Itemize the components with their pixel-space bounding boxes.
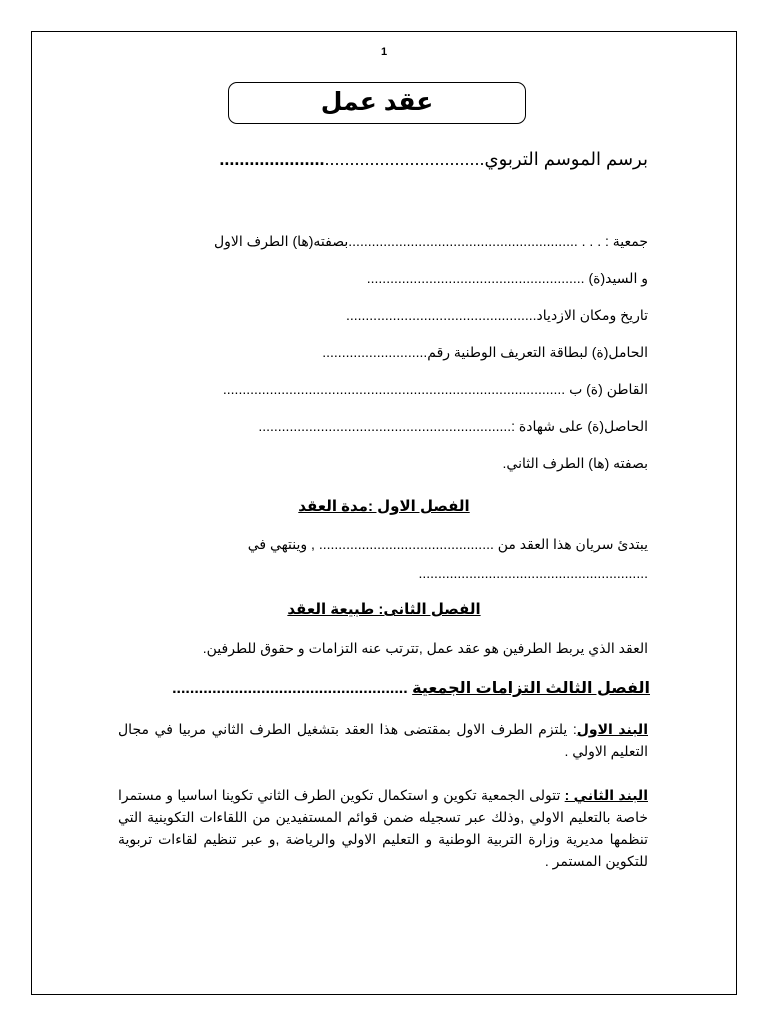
clause2-paragraph (118, 784, 648, 872)
chapter1-heading: الفصل الاول :مدة العقد (298, 498, 470, 515)
field-id-card: الحامل(ة) لبطاقة التعريف الوطنية رقم........................... (322, 344, 648, 360)
clause2-term: البند الثاني : (564, 787, 648, 803)
chapter2-heading: الفصل الثانى: طبيعة العقد (287, 601, 481, 618)
season-line (219, 149, 648, 170)
chapter2-text: العقد الذي يربط الطرفين هو عقد عمل ,تترتب عنه التزامات و حقوق للطرفين. (202, 640, 648, 656)
page-number: 1 (380, 46, 388, 58)
clause1-term: البند الاول (576, 721, 648, 737)
season-dots-bold: ..................... (219, 149, 325, 169)
clause1-paragraph (118, 718, 648, 762)
season-dots: ................................ (324, 149, 485, 169)
season-label: برسم الموسم التربوي (484, 149, 648, 169)
field-association: جمعية : . . . ...........................................................بصفته(ها) الطرف الاول (213, 233, 648, 249)
chapter1-line1: يبتدئ سريان هذا العقد من ............................................. , وينتهي في (247, 536, 648, 552)
chapter1-line2: ........................................................... (418, 565, 648, 581)
document-title: عقد عمل (228, 82, 526, 124)
field-certificate: الحاصل(ة) على شهادة :................................................................. (258, 418, 648, 434)
field-birth: تاريخ ومكان الازدياد................................................. (345, 307, 648, 323)
clause1-text: : يلتزم الطرف الاول بمقتضى هذا العقد بتشغيل الطرف الثاني مربيا في مجال التعليم الاولي . (118, 721, 648, 759)
field-second-party: بصفته (ها) الطرف الثاني. (502, 455, 648, 471)
clause2-text: تتولى الجمعية تكوين و استكمال تكوين الطرف الثاني تكوينا اساسيا و مستمرا خاصة بالتعليم الاولي ,وذلك عبر تسجيله ضمن قوائم المستفيدين من اللقاءات التكوينية التي تنظمها مديرية وزارة التربية الوطنية و التعليم الاولي والرياضة ,و عبر تنظيم لقاءات تربوية للتكوين المستمر . (118, 787, 648, 869)
chapter3-title: الفصل الثالث التزامات الجمعية (412, 680, 650, 697)
chapter3-heading (172, 678, 650, 698)
field-mister: و السيد(ة) ........................................................ (366, 270, 648, 286)
field-residence: القاطن (ة) ب ........................................................................................ (222, 381, 648, 397)
chapter3-dots: ..................................................... (172, 680, 408, 697)
